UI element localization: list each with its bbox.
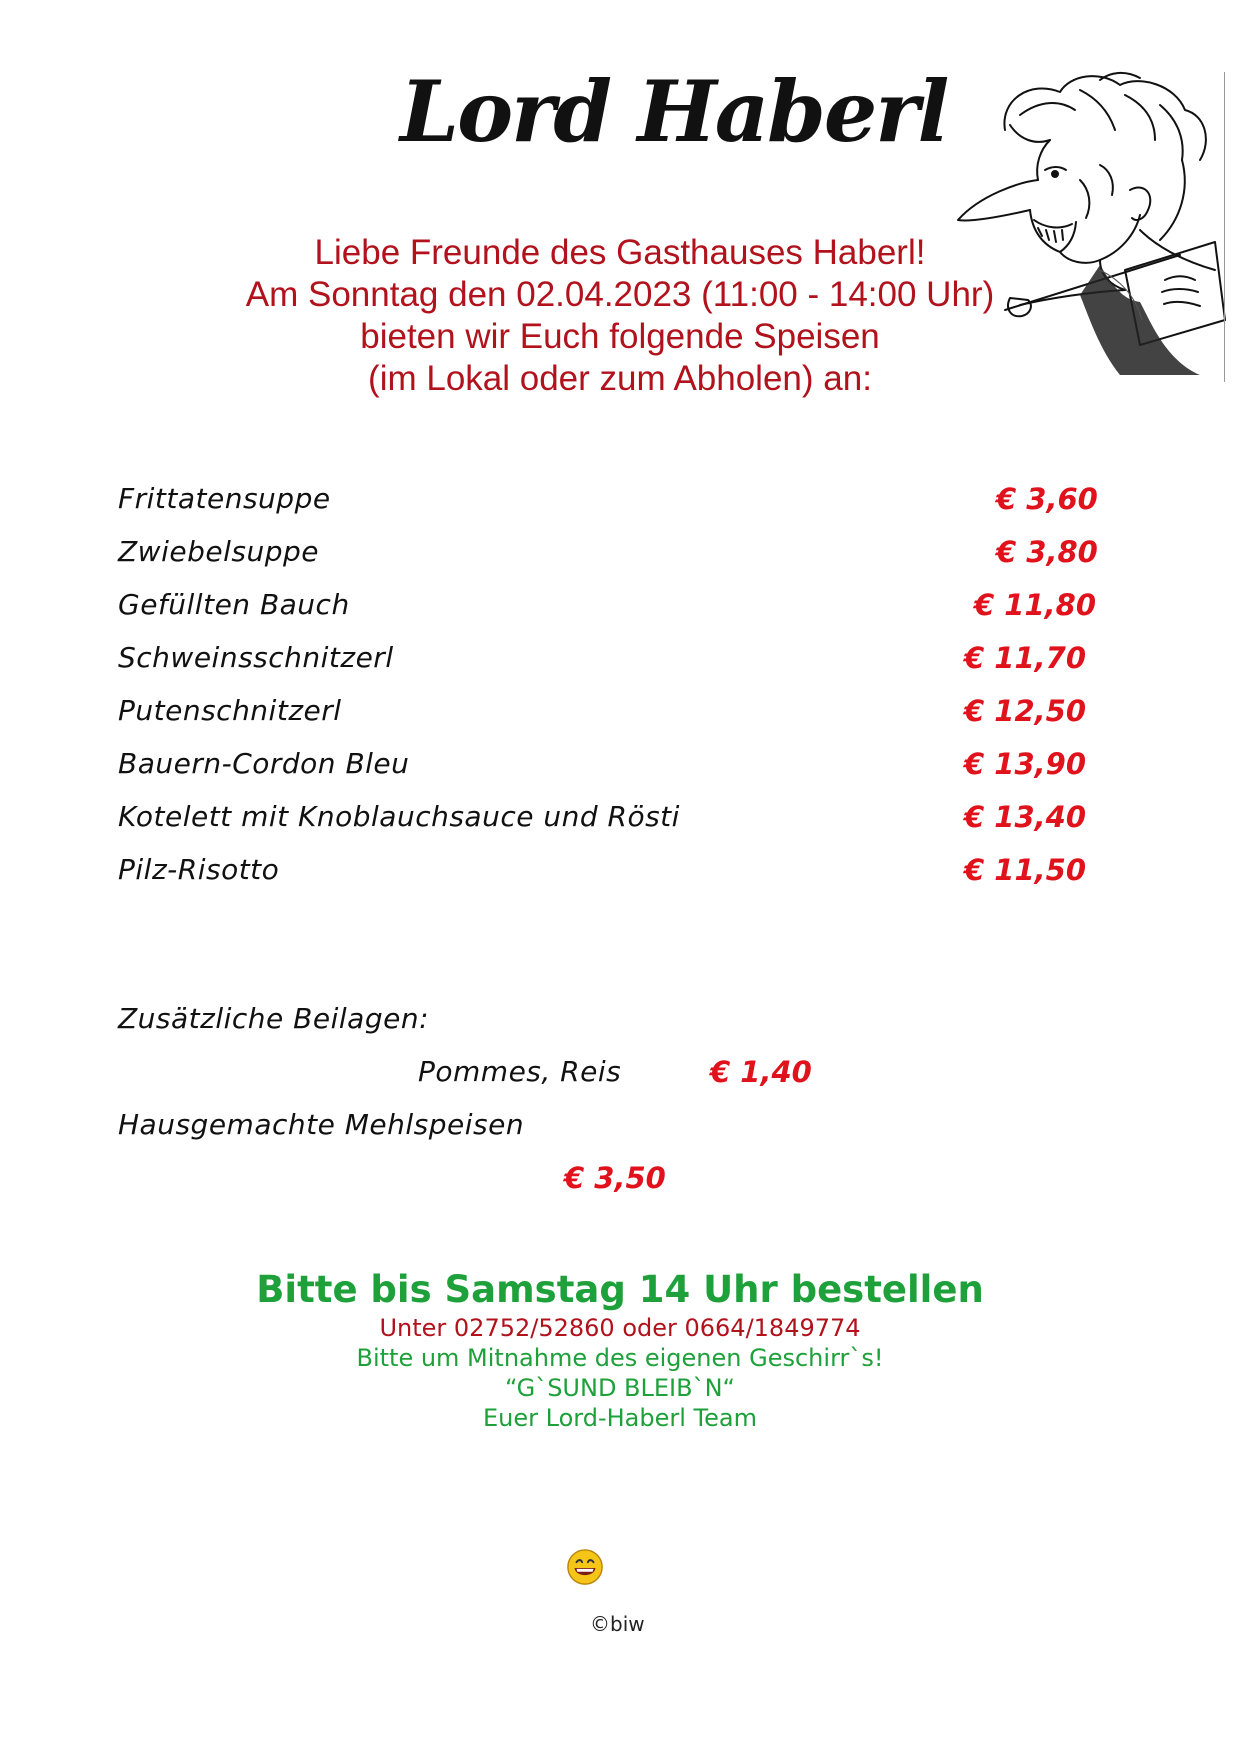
- menu-item-name: Gefüllten Bauch: [118, 588, 350, 621]
- menu-item-price: € 12,50: [964, 694, 1087, 728]
- menu-item-price: € 13,90: [964, 747, 1087, 781]
- menu-item-price: € 3,60: [996, 482, 1098, 516]
- menu-item-name: Kotelett mit Knoblauchsauce und Rösti: [118, 800, 680, 833]
- menu-item-price: € 11,50: [964, 853, 1087, 887]
- margin-rule: [1224, 72, 1225, 382]
- menu-item-name: Schweinsschnitzerl: [118, 641, 394, 674]
- menu-item-price: € 3,80: [996, 535, 1098, 569]
- menu-item-price: € 11,70: [964, 641, 1087, 675]
- restaurant-title: Lord Haberl: [400, 62, 948, 161]
- laughing-smiley-icon: [566, 1548, 604, 1586]
- phone-line: Unter 02752/52860 oder 0664/1849774: [379, 1314, 861, 1342]
- menu-item-name: Bauern-Cordon Bleu: [118, 747, 410, 780]
- menu-item-name: Frittatensuppe: [118, 482, 331, 515]
- intro-greeting: Liebe Freunde des Gasthauses Haberl!: [314, 233, 926, 272]
- sides-heading: Zusätzliche Beilagen:: [118, 1002, 430, 1035]
- intro-date: Am Sonntag den 02.04.2023 (11:00 - 14:00 Uhr): [245, 275, 995, 314]
- menu-item-name: Pilz-Risotto: [118, 853, 280, 886]
- menu-item-price: € 11,80: [974, 588, 1097, 622]
- intro-offer: bieten wir Euch folgende Speisen: [360, 317, 880, 356]
- sides-item: Pommes, Reis: [418, 1055, 622, 1088]
- menu-item-name: Putenschnitzerl: [118, 694, 342, 727]
- intro-location: (im Lokal oder zum Abholen) an:: [368, 359, 872, 398]
- menu-item-price: € 13,40: [964, 800, 1087, 834]
- desserts-price: € 3,50: [564, 1161, 666, 1195]
- team-signature: Euer Lord-Haberl Team: [483, 1404, 757, 1432]
- dishes-note: Bitte um Mitnahme des eigenen Geschirr`s!: [356, 1344, 884, 1372]
- order-deadline-headline: Bitte bis Samstag 14 Uhr bestellen: [256, 1268, 984, 1311]
- farewell-line: “G`SUND BLEIB`N“: [505, 1374, 735, 1402]
- desserts-item: Hausgemachte Mehlspeisen: [118, 1108, 525, 1141]
- sides-item-price: € 1,40: [710, 1055, 812, 1089]
- menu-item-name: Zwiebelsuppe: [118, 535, 319, 568]
- copyright-note: ©biw: [590, 1612, 645, 1636]
